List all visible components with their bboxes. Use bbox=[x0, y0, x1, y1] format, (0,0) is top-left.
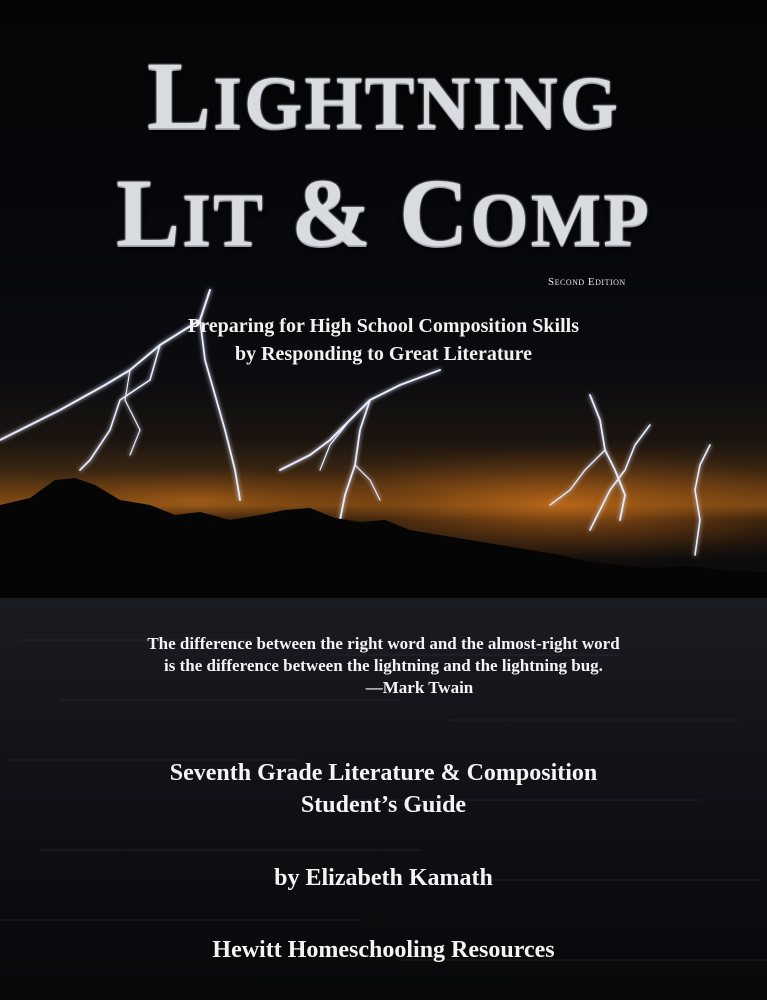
title-initial: L bbox=[146, 42, 213, 149]
quote-line-2: is the difference between the lightning and the lightning bug. bbox=[164, 656, 603, 675]
title-line-2 bbox=[0, 159, 767, 266]
epigraph-quote bbox=[0, 633, 767, 699]
title-line-1 bbox=[0, 42, 767, 149]
author-name: by Elizabeth Kamath bbox=[274, 865, 493, 891]
guide-line-2: Student’s Guide bbox=[300, 792, 467, 818]
title-lit-rest: IT bbox=[182, 179, 266, 262]
edition-label: Second Edition bbox=[548, 276, 626, 288]
subtitle-line-1: Preparing for High School Composition Skills bbox=[188, 315, 579, 337]
quote-line-1: The difference between the right word and the almost-right word bbox=[147, 634, 620, 653]
title-comp-initial: C bbox=[399, 159, 471, 266]
subtitle bbox=[0, 312, 767, 368]
title-comp-rest: OMP bbox=[470, 179, 652, 262]
publisher-name: Hewitt Homeschooling Resources bbox=[212, 937, 555, 963]
quote-author: —Mark Twain bbox=[365, 678, 474, 697]
title-rest: IGHTNING bbox=[213, 62, 621, 145]
guide-title bbox=[0, 757, 767, 821]
title-lit-initial: L bbox=[115, 159, 183, 266]
guide-line-1: Seventh Grade Literature & Composition bbox=[169, 760, 598, 786]
title-ampersand: & bbox=[291, 159, 374, 266]
subtitle-line-2: by Responding to Great Literature bbox=[234, 343, 533, 365]
